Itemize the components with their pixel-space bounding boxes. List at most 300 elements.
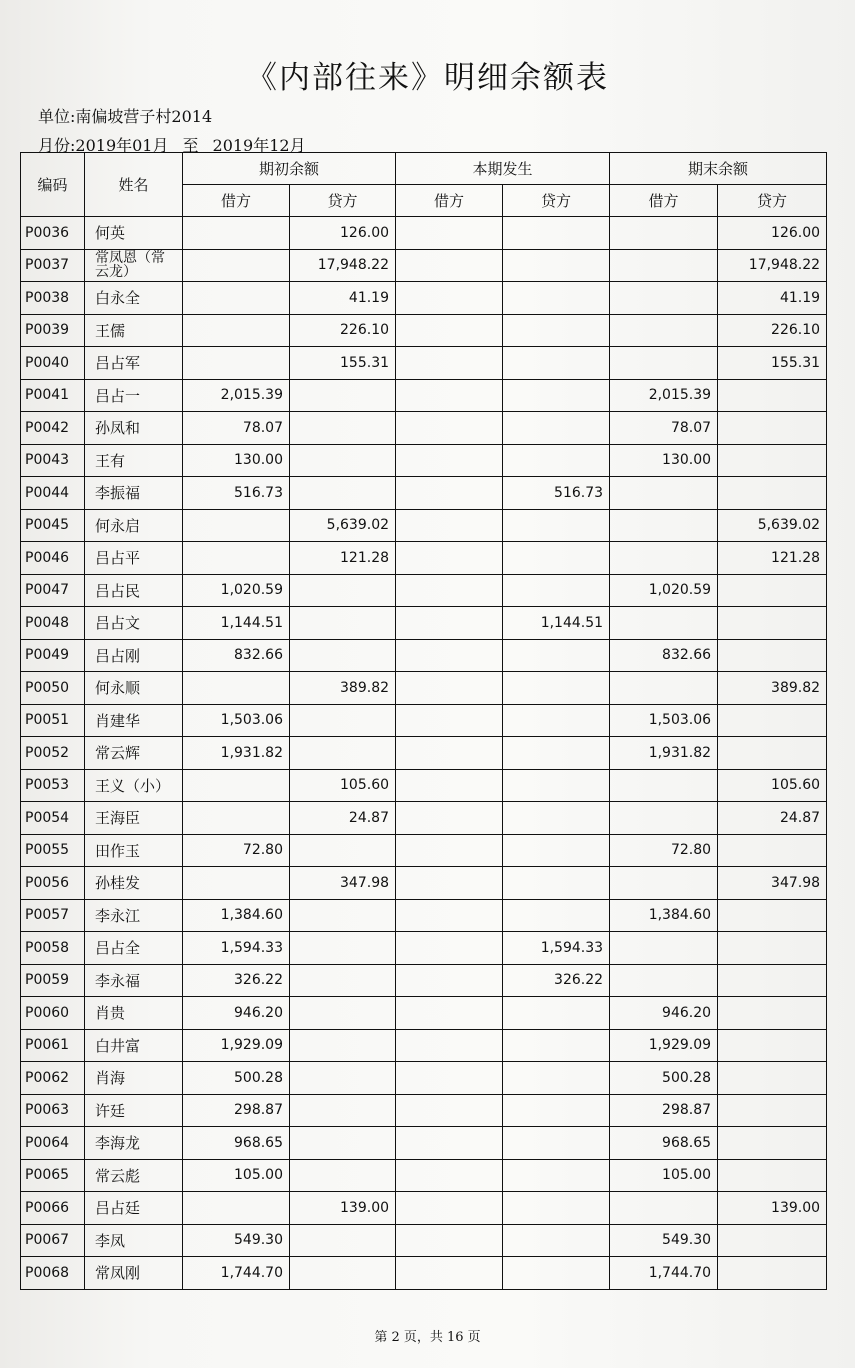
cell-current-debit bbox=[396, 1094, 503, 1127]
cell-closing-debit: 500.28 bbox=[610, 1062, 718, 1095]
cell-opening-credit bbox=[290, 477, 396, 510]
table-row bbox=[21, 574, 827, 607]
unit-line bbox=[38, 104, 212, 127]
cell-opening-credit: 17,948.22 bbox=[290, 249, 396, 282]
period-to: 2019年12月 bbox=[212, 136, 306, 155]
cell-current-debit bbox=[396, 1127, 503, 1160]
cell-name: 孙凤和 bbox=[85, 412, 183, 445]
cell-code: P0056 bbox=[21, 867, 85, 900]
cell-current-debit bbox=[396, 704, 503, 737]
cell-closing-debit: 946.20 bbox=[610, 997, 718, 1030]
cell-code: P0055 bbox=[21, 834, 85, 867]
cell-closing-debit: 105.00 bbox=[610, 1159, 718, 1192]
cell-current-credit bbox=[503, 249, 610, 282]
cell-current-credit bbox=[503, 542, 610, 575]
cell-current-debit bbox=[396, 1257, 503, 1290]
cell-current-debit bbox=[396, 672, 503, 705]
balance-table bbox=[20, 152, 827, 1290]
table-row bbox=[21, 477, 827, 510]
cell-closing-debit: 72.80 bbox=[610, 834, 718, 867]
header-current: 本期发生 bbox=[396, 153, 610, 185]
cell-current-credit bbox=[503, 672, 610, 705]
cell-closing-debit bbox=[610, 347, 718, 380]
cell-opening-credit bbox=[290, 1062, 396, 1095]
cell-opening-debit: 500.28 bbox=[183, 1062, 290, 1095]
cell-opening-debit: 516.73 bbox=[183, 477, 290, 510]
cell-closing-debit bbox=[610, 932, 718, 965]
table-row bbox=[21, 672, 827, 705]
cell-code: P0062 bbox=[21, 1062, 85, 1095]
cell-code: P0064 bbox=[21, 1127, 85, 1160]
cell-current-debit bbox=[396, 997, 503, 1030]
table-row bbox=[21, 1192, 827, 1225]
cell-current-debit bbox=[396, 1159, 503, 1192]
cell-opening-debit: 1,744.70 bbox=[183, 1257, 290, 1290]
table-row bbox=[21, 834, 827, 867]
unit-label: 单位: bbox=[38, 107, 76, 126]
cell-closing-credit: 41.19 bbox=[718, 282, 827, 315]
table-row bbox=[21, 932, 827, 965]
cell-code: P0065 bbox=[21, 1159, 85, 1192]
cell-closing-credit bbox=[718, 412, 827, 445]
cell-closing-credit bbox=[718, 1257, 827, 1290]
cell-current-debit bbox=[396, 737, 503, 770]
cell-opening-debit: 1,020.59 bbox=[183, 574, 290, 607]
cell-closing-credit: 155.31 bbox=[718, 347, 827, 380]
cell-closing-credit bbox=[718, 1224, 827, 1257]
cell-opening-debit: 105.00 bbox=[183, 1159, 290, 1192]
cell-opening-debit bbox=[183, 802, 290, 835]
cell-opening-credit: 121.28 bbox=[290, 542, 396, 575]
cell-closing-credit bbox=[718, 477, 827, 510]
cell-closing-credit bbox=[718, 899, 827, 932]
cell-name: 吕占民 bbox=[85, 574, 183, 607]
cell-code: P0036 bbox=[21, 217, 85, 250]
table-row bbox=[21, 314, 827, 347]
cell-code: P0061 bbox=[21, 1029, 85, 1062]
cell-current-debit bbox=[396, 1062, 503, 1095]
cell-opening-credit: 5,639.02 bbox=[290, 509, 396, 542]
table-row bbox=[21, 1224, 827, 1257]
cell-opening-credit: 24.87 bbox=[290, 802, 396, 835]
cell-name: 白永全 bbox=[85, 282, 183, 315]
cell-opening-debit: 832.66 bbox=[183, 639, 290, 672]
period-from: 2019年01月 bbox=[75, 136, 169, 155]
cell-code: P0048 bbox=[21, 607, 85, 640]
table-row bbox=[21, 1159, 827, 1192]
cell-current-debit bbox=[396, 314, 503, 347]
cell-opening-credit bbox=[290, 932, 396, 965]
cell-current-credit bbox=[503, 444, 610, 477]
table-row bbox=[21, 997, 827, 1030]
cell-name: 吕占刚 bbox=[85, 639, 183, 672]
cell-opening-credit bbox=[290, 412, 396, 445]
table-row bbox=[21, 769, 827, 802]
cell-opening-debit: 130.00 bbox=[183, 444, 290, 477]
cell-opening-credit: 41.19 bbox=[290, 282, 396, 315]
cell-opening-debit: 1,144.51 bbox=[183, 607, 290, 640]
cell-current-credit bbox=[503, 379, 610, 412]
cell-closing-credit bbox=[718, 737, 827, 770]
cell-closing-credit bbox=[718, 834, 827, 867]
cell-name: 白井富 bbox=[85, 1029, 183, 1062]
table-row bbox=[21, 607, 827, 640]
cell-closing-credit bbox=[718, 997, 827, 1030]
cell-name: 肖建华 bbox=[85, 704, 183, 737]
cell-closing-credit bbox=[718, 964, 827, 997]
cell-code: P0039 bbox=[21, 314, 85, 347]
table-row bbox=[21, 249, 827, 282]
cell-current-credit: 1,144.51 bbox=[503, 607, 610, 640]
cell-code: P0042 bbox=[21, 412, 85, 445]
cell-closing-debit bbox=[610, 509, 718, 542]
cell-closing-credit bbox=[718, 607, 827, 640]
table-row bbox=[21, 509, 827, 542]
cell-current-debit bbox=[396, 1029, 503, 1062]
cell-current-credit bbox=[503, 1159, 610, 1192]
cell-closing-debit bbox=[610, 249, 718, 282]
cell-closing-credit bbox=[718, 1094, 827, 1127]
cell-opening-credit bbox=[290, 1029, 396, 1062]
unit-value: 南偏坡营子村2014 bbox=[75, 107, 213, 126]
table-row bbox=[21, 899, 827, 932]
cell-current-credit bbox=[503, 1192, 610, 1225]
cell-code: P0041 bbox=[21, 379, 85, 412]
cell-current-debit bbox=[396, 639, 503, 672]
cell-opening-debit: 1,594.33 bbox=[183, 932, 290, 965]
header-opening-credit: 贷方 bbox=[290, 185, 396, 217]
cell-opening-credit: 347.98 bbox=[290, 867, 396, 900]
cell-closing-debit: 968.65 bbox=[610, 1127, 718, 1160]
cell-opening-debit bbox=[183, 314, 290, 347]
cell-current-credit bbox=[503, 282, 610, 315]
cell-closing-debit: 549.30 bbox=[610, 1224, 718, 1257]
cell-closing-debit bbox=[610, 542, 718, 575]
cell-opening-debit: 1,384.60 bbox=[183, 899, 290, 932]
cell-opening-debit: 1,503.06 bbox=[183, 704, 290, 737]
table-row bbox=[21, 1062, 827, 1095]
header-name: 姓名 bbox=[85, 153, 183, 217]
cell-code: P0063 bbox=[21, 1094, 85, 1127]
cell-name: 何永顺 bbox=[85, 672, 183, 705]
cell-name: 吕占文 bbox=[85, 607, 183, 640]
cell-opening-credit: 126.00 bbox=[290, 217, 396, 250]
cell-name: 王有 bbox=[85, 444, 183, 477]
cell-closing-debit bbox=[610, 769, 718, 802]
cell-current-debit bbox=[396, 509, 503, 542]
cell-opening-credit: 105.60 bbox=[290, 769, 396, 802]
cell-opening-debit: 1,929.09 bbox=[183, 1029, 290, 1062]
header-closing-debit: 借方 bbox=[610, 185, 718, 217]
table-row bbox=[21, 542, 827, 575]
table-body bbox=[21, 217, 827, 1290]
cell-closing-debit: 1,384.60 bbox=[610, 899, 718, 932]
cell-opening-debit bbox=[183, 282, 290, 315]
cell-opening-credit bbox=[290, 899, 396, 932]
cell-opening-credit bbox=[290, 834, 396, 867]
cell-code: P0053 bbox=[21, 769, 85, 802]
cell-current-credit bbox=[503, 509, 610, 542]
period-to-label: 至 bbox=[182, 136, 199, 155]
table-row bbox=[21, 704, 827, 737]
cell-name: 许廷 bbox=[85, 1094, 183, 1127]
cell-closing-debit bbox=[610, 802, 718, 835]
cell-opening-credit bbox=[290, 379, 396, 412]
cell-current-credit bbox=[503, 1029, 610, 1062]
cell-name: 吕占平 bbox=[85, 542, 183, 575]
page-number: 第 2 页，共 16 页 bbox=[374, 1330, 481, 1345]
cell-current-credit: 1,594.33 bbox=[503, 932, 610, 965]
cell-code: P0059 bbox=[21, 964, 85, 997]
cell-name: 常凤恩（常云龙） bbox=[85, 249, 183, 282]
cell-name: 孙桂发 bbox=[85, 867, 183, 900]
cell-opening-debit: 298.87 bbox=[183, 1094, 290, 1127]
cell-opening-debit bbox=[183, 672, 290, 705]
cell-current-credit bbox=[503, 867, 610, 900]
cell-name: 何英 bbox=[85, 217, 183, 250]
cell-current-debit bbox=[396, 282, 503, 315]
header-current-credit: 贷方 bbox=[503, 185, 610, 217]
cell-code: P0051 bbox=[21, 704, 85, 737]
cell-opening-credit bbox=[290, 997, 396, 1030]
cell-opening-credit bbox=[290, 607, 396, 640]
table-row bbox=[21, 639, 827, 672]
cell-code: P0040 bbox=[21, 347, 85, 380]
cell-current-debit bbox=[396, 412, 503, 445]
cell-code: P0038 bbox=[21, 282, 85, 315]
cell-closing-debit: 832.66 bbox=[610, 639, 718, 672]
cell-current-credit: 516.73 bbox=[503, 477, 610, 510]
cell-closing-debit bbox=[610, 314, 718, 347]
cell-opening-debit bbox=[183, 542, 290, 575]
cell-name: 肖贵 bbox=[85, 997, 183, 1030]
table-row bbox=[21, 737, 827, 770]
cell-code: P0046 bbox=[21, 542, 85, 575]
cell-name: 常凤刚 bbox=[85, 1257, 183, 1290]
cell-closing-credit: 105.60 bbox=[718, 769, 827, 802]
cell-current-debit bbox=[396, 607, 503, 640]
cell-code: P0037 bbox=[21, 249, 85, 282]
cell-current-debit bbox=[396, 834, 503, 867]
cell-current-debit bbox=[396, 542, 503, 575]
cell-name: 王义（小） bbox=[85, 769, 183, 802]
cell-closing-credit bbox=[718, 1029, 827, 1062]
cell-current-credit bbox=[503, 347, 610, 380]
cell-opening-debit bbox=[183, 347, 290, 380]
cell-opening-credit bbox=[290, 1159, 396, 1192]
cell-current-credit bbox=[503, 314, 610, 347]
cell-closing-debit: 1,503.06 bbox=[610, 704, 718, 737]
cell-opening-debit: 326.22 bbox=[183, 964, 290, 997]
cell-closing-debit: 1,744.70 bbox=[610, 1257, 718, 1290]
cell-current-debit bbox=[396, 802, 503, 835]
cell-closing-debit bbox=[610, 1192, 718, 1225]
table-row bbox=[21, 412, 827, 445]
cell-current-debit bbox=[396, 444, 503, 477]
cell-opening-credit: 226.10 bbox=[290, 314, 396, 347]
table-row bbox=[21, 1029, 827, 1062]
cell-closing-debit bbox=[610, 867, 718, 900]
table-row bbox=[21, 1127, 827, 1160]
cell-name: 吕占廷 bbox=[85, 1192, 183, 1225]
cell-opening-credit bbox=[290, 1257, 396, 1290]
cell-current-credit bbox=[503, 997, 610, 1030]
cell-current-credit bbox=[503, 704, 610, 737]
cell-closing-credit bbox=[718, 1127, 827, 1160]
cell-code: P0066 bbox=[21, 1192, 85, 1225]
cell-name: 肖海 bbox=[85, 1062, 183, 1095]
cell-opening-credit: 155.31 bbox=[290, 347, 396, 380]
period-label: 月份: bbox=[38, 136, 76, 155]
cell-current-credit bbox=[503, 769, 610, 802]
cell-closing-credit bbox=[718, 574, 827, 607]
cell-closing-credit: 347.98 bbox=[718, 867, 827, 900]
cell-closing-credit: 121.28 bbox=[718, 542, 827, 575]
cell-closing-credit: 24.87 bbox=[718, 802, 827, 835]
cell-opening-credit bbox=[290, 444, 396, 477]
cell-current-credit bbox=[503, 1094, 610, 1127]
cell-closing-credit bbox=[718, 704, 827, 737]
cell-name: 常云彪 bbox=[85, 1159, 183, 1192]
cell-name: 吕占全 bbox=[85, 932, 183, 965]
table-row bbox=[21, 802, 827, 835]
cell-closing-credit: 126.00 bbox=[718, 217, 827, 250]
document-title: 《内部往来》明细余额表 bbox=[246, 60, 609, 96]
cell-opening-debit bbox=[183, 217, 290, 250]
cell-opening-debit: 549.30 bbox=[183, 1224, 290, 1257]
cell-name: 吕占军 bbox=[85, 347, 183, 380]
cell-opening-credit bbox=[290, 1094, 396, 1127]
cell-name: 吕占一 bbox=[85, 379, 183, 412]
cell-code: P0044 bbox=[21, 477, 85, 510]
table-row bbox=[21, 444, 827, 477]
cell-closing-debit: 298.87 bbox=[610, 1094, 718, 1127]
cell-closing-debit bbox=[610, 282, 718, 315]
cell-closing-credit: 226.10 bbox=[718, 314, 827, 347]
cell-name: 常云辉 bbox=[85, 737, 183, 770]
table-row bbox=[21, 282, 827, 315]
cell-opening-debit: 968.65 bbox=[183, 1127, 290, 1160]
cell-closing-debit: 1,929.09 bbox=[610, 1029, 718, 1062]
cell-current-debit bbox=[396, 867, 503, 900]
cell-closing-debit bbox=[610, 477, 718, 510]
cell-opening-debit bbox=[183, 509, 290, 542]
cell-code: P0043 bbox=[21, 444, 85, 477]
header-opening-debit: 借方 bbox=[183, 185, 290, 217]
cell-closing-debit: 78.07 bbox=[610, 412, 718, 445]
cell-opening-debit: 78.07 bbox=[183, 412, 290, 445]
cell-opening-debit: 72.80 bbox=[183, 834, 290, 867]
cell-opening-credit: 389.82 bbox=[290, 672, 396, 705]
cell-current-credit bbox=[503, 1224, 610, 1257]
cell-current-debit bbox=[396, 477, 503, 510]
cell-name: 何永启 bbox=[85, 509, 183, 542]
header-opening: 期初余额 bbox=[183, 153, 396, 185]
cell-current-debit bbox=[396, 249, 503, 282]
cell-code: P0058 bbox=[21, 932, 85, 965]
cell-closing-debit bbox=[610, 217, 718, 250]
table-row bbox=[21, 1094, 827, 1127]
cell-opening-credit bbox=[290, 639, 396, 672]
cell-current-credit bbox=[503, 412, 610, 445]
cell-closing-credit bbox=[718, 932, 827, 965]
header-row-1 bbox=[21, 153, 827, 185]
cell-code: P0047 bbox=[21, 574, 85, 607]
table-row bbox=[21, 964, 827, 997]
cell-name: 李凤 bbox=[85, 1224, 183, 1257]
cell-current-credit bbox=[503, 1127, 610, 1160]
cell-current-credit bbox=[503, 802, 610, 835]
cell-current-debit bbox=[396, 932, 503, 965]
cell-opening-credit bbox=[290, 737, 396, 770]
cell-opening-credit: 139.00 bbox=[290, 1192, 396, 1225]
cell-closing-debit: 130.00 bbox=[610, 444, 718, 477]
cell-opening-debit bbox=[183, 867, 290, 900]
cell-current-debit bbox=[396, 379, 503, 412]
cell-closing-debit: 1,020.59 bbox=[610, 574, 718, 607]
cell-closing-credit: 5,639.02 bbox=[718, 509, 827, 542]
cell-opening-debit: 946.20 bbox=[183, 997, 290, 1030]
cell-closing-credit bbox=[718, 639, 827, 672]
cell-closing-credit bbox=[718, 1062, 827, 1095]
cell-opening-debit bbox=[183, 1192, 290, 1225]
cell-current-credit bbox=[503, 834, 610, 867]
cell-closing-debit: 1,931.82 bbox=[610, 737, 718, 770]
cell-opening-credit bbox=[290, 1224, 396, 1257]
cell-current-credit bbox=[503, 1257, 610, 1290]
table-row bbox=[21, 379, 827, 412]
cell-closing-credit bbox=[718, 444, 827, 477]
cell-current-credit bbox=[503, 1062, 610, 1095]
cell-opening-credit bbox=[290, 1127, 396, 1160]
cell-current-debit bbox=[396, 769, 503, 802]
cell-name: 李海龙 bbox=[85, 1127, 183, 1160]
cell-code: P0068 bbox=[21, 1257, 85, 1290]
cell-opening-debit: 2,015.39 bbox=[183, 379, 290, 412]
cell-closing-credit: 17,948.22 bbox=[718, 249, 827, 282]
cell-code: P0045 bbox=[21, 509, 85, 542]
cell-code: P0054 bbox=[21, 802, 85, 835]
cell-code: P0050 bbox=[21, 672, 85, 705]
cell-code: P0060 bbox=[21, 997, 85, 1030]
cell-current-debit bbox=[396, 899, 503, 932]
cell-name: 田作玉 bbox=[85, 834, 183, 867]
cell-current-debit bbox=[396, 574, 503, 607]
cell-closing-credit bbox=[718, 379, 827, 412]
cell-closing-debit bbox=[610, 672, 718, 705]
cell-current-debit bbox=[396, 1224, 503, 1257]
cell-closing-debit bbox=[610, 964, 718, 997]
cell-opening-debit: 1,931.82 bbox=[183, 737, 290, 770]
cell-current-credit bbox=[503, 737, 610, 770]
cell-closing-debit: 2,015.39 bbox=[610, 379, 718, 412]
header-code: 编码 bbox=[21, 153, 85, 217]
cell-name: 李永福 bbox=[85, 964, 183, 997]
cell-closing-credit: 139.00 bbox=[718, 1192, 827, 1225]
cell-current-credit bbox=[503, 899, 610, 932]
cell-current-credit bbox=[503, 217, 610, 250]
cell-current-credit bbox=[503, 639, 610, 672]
table-row bbox=[21, 347, 827, 380]
cell-current-debit bbox=[396, 964, 503, 997]
cell-opening-credit bbox=[290, 704, 396, 737]
table-row bbox=[21, 867, 827, 900]
header-closing: 期末余额 bbox=[610, 153, 827, 185]
cell-code: P0057 bbox=[21, 899, 85, 932]
cell-opening-credit bbox=[290, 964, 396, 997]
cell-current-debit bbox=[396, 217, 503, 250]
cell-opening-debit bbox=[183, 769, 290, 802]
